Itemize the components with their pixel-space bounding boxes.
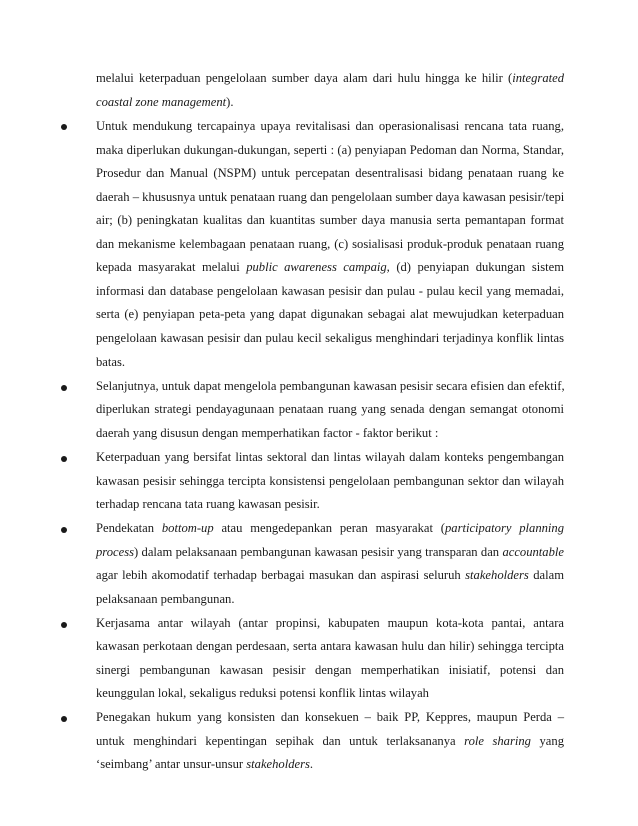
bullet-line <box>96 379 564 394</box>
text-run: diperlukan strategi pendayagunaan penataan ruang yang senada dengan semangat otonomi <box>96 402 564 416</box>
text-run: daerah yang disusun dengan memperhatikan factor - faktor berikut : <box>96 426 439 440</box>
bullet-line <box>96 213 564 228</box>
bullet-line <box>96 355 564 370</box>
bullet-line <box>96 143 564 158</box>
paragraph-line <box>96 95 564 110</box>
text-run: kawasan perkotaan dengan perdesaan, serta antara kawasan hulu dan hilir) sehingga tercipta <box>96 639 564 653</box>
text-run: kepada masyarakat melalui <box>96 260 247 274</box>
bullet-line <box>96 450 564 465</box>
bullet-line <box>96 237 564 252</box>
bullet-line <box>96 592 564 607</box>
bullet-icon <box>61 622 67 628</box>
bullet-line <box>96 568 564 583</box>
italic-term: bottom-up <box>161 521 214 535</box>
text-run: Untuk mendukung tercapainya upaya revitalisasi dan operasionalisasi rencana tata ruang, <box>96 119 564 133</box>
paragraph-line <box>96 71 564 86</box>
bullet-line <box>96 616 564 631</box>
text-run: untuk menghindari kepentingan sepihak dan untuk terlaksananya <box>96 734 465 748</box>
bullet-line <box>96 474 564 489</box>
bullet-line <box>96 545 564 560</box>
text-run: Keterpaduan yang bersifat lintas sektoral dan lintas wilayah dalam konteks pengembangan <box>96 450 564 464</box>
bullet-line <box>96 190 564 205</box>
bullet-line <box>96 331 564 346</box>
italic-term: stakeholders <box>246 757 310 771</box>
text-run: batas. <box>96 355 126 369</box>
text-run: yang <box>530 734 564 748</box>
text-run: pelaksanaan pembangunan. <box>96 592 235 606</box>
bullet-line <box>96 710 564 725</box>
text-run: Pendekatan <box>96 521 162 535</box>
text-run: pengelolaan kawasan pesisir dan pulau kecil sekaligus menghindari terjadinya konflik lintas <box>96 331 564 345</box>
text-run: sinergi pembangunan kawasan pesisir dengan memperhatikan inisiatif, potensi dan <box>96 663 564 677</box>
italic-term: integrated <box>512 71 564 85</box>
bullet-line <box>96 663 564 678</box>
italic-term: accountable <box>502 545 564 559</box>
bullet-line <box>96 757 564 772</box>
bullet-line <box>96 497 564 512</box>
bullet-line <box>96 166 564 181</box>
text-run: terhadap rencana tata ruang kawasan pesisir. <box>96 497 320 511</box>
bullet-line <box>96 521 564 536</box>
text-run: atau mengedepankan peran masyarakat ( <box>213 521 445 535</box>
text-run: dan mekanisme kelembagaan penataan ruang, (c) sosialisasi produk-produk penataan ruang <box>96 237 564 251</box>
bullet-icon <box>61 124 67 130</box>
text-run: Kerjasama antar wilayah (antar propinsi, kabupaten maupun kota-kota pantai, antara <box>96 616 564 630</box>
bullet-icon <box>61 456 67 462</box>
text-run: dalam <box>528 568 564 582</box>
bullet-line <box>96 119 564 134</box>
text-run: Penegakan hukum yang konsisten dan konsekuen – baik PP, Keppres, maupun Perda – <box>96 710 564 724</box>
bullet-line <box>96 260 564 275</box>
text-run: agar lebih akomodatif terhadap berbagai masukan dan aspirasi seluruh <box>96 568 466 582</box>
bullet-line <box>96 426 564 441</box>
text-run: daerah – khususnya untuk penataan ruang dan pengelolaan sumber daya kawasan pesisir/tepi <box>96 190 565 204</box>
text-run: ). <box>226 95 234 109</box>
italic-term: stakeholders <box>465 568 529 582</box>
text-run: melalui keterpaduan pengelolaan sumber daya alam dari hulu hingga ke hilir ( <box>96 71 513 85</box>
text-run: ) dalam pelaksanaan pembangunan kawasan pesisir yang transparan dan <box>134 545 503 559</box>
bullet-icon <box>61 716 67 722</box>
bullet-line <box>96 402 564 417</box>
text-run: (d) penyiapan dukungan sistem <box>389 260 565 274</box>
text-run: ‘seimbang’ antar unsur-unsur <box>96 757 247 771</box>
text-run: Selanjutnya, untuk dapat mengelola pembangunan kawasan pesisir secara efisien dan efektif, <box>96 379 565 393</box>
bullet-line <box>96 639 564 654</box>
bullet-line <box>96 284 564 299</box>
italic-term: process <box>96 545 135 559</box>
italic-term: participatory planning <box>444 521 565 535</box>
bullet-line <box>96 734 564 749</box>
bullet-line <box>96 307 564 322</box>
italic-term: coastal zone management <box>96 95 227 109</box>
text-run: serta (e) penyiapan peta-peta yang dapat digunakan sebagai alat mewujudkan keterpaduan <box>96 307 564 321</box>
bullet-icon <box>61 385 67 391</box>
text-run: kawasan pesisir sehingga tercipta konsistensi pengelolaan pembangunan sektor dan wilayah <box>96 474 564 488</box>
text-run: Prosedur dan Manual (NSPM) untuk percepatan desentralisasi bidang penataan ruang ke <box>96 166 564 180</box>
italic-term: role sharing <box>464 734 531 748</box>
text-run: informasi dan database pengelolaan kawasan pesisir dan pulau - pulau kecil yang memadai, <box>96 284 564 298</box>
text-run: air; (b) peningkatan kualitas dan kuantitas sumber daya manusia serta pemantapan format <box>96 213 564 227</box>
bullet-icon <box>61 527 67 533</box>
text-run: keunggulan lokal, sekaligus reduksi potensi konflik lintas wilayah <box>96 686 429 700</box>
text-run: maka diperlukan dukungan-dukungan, seperti : (a) penyiapan Pedoman dan Norma, Standar, <box>96 143 564 157</box>
text-run: . <box>309 757 314 771</box>
bullet-line <box>96 686 564 701</box>
italic-term: public awareness campaig, <box>246 260 390 274</box>
